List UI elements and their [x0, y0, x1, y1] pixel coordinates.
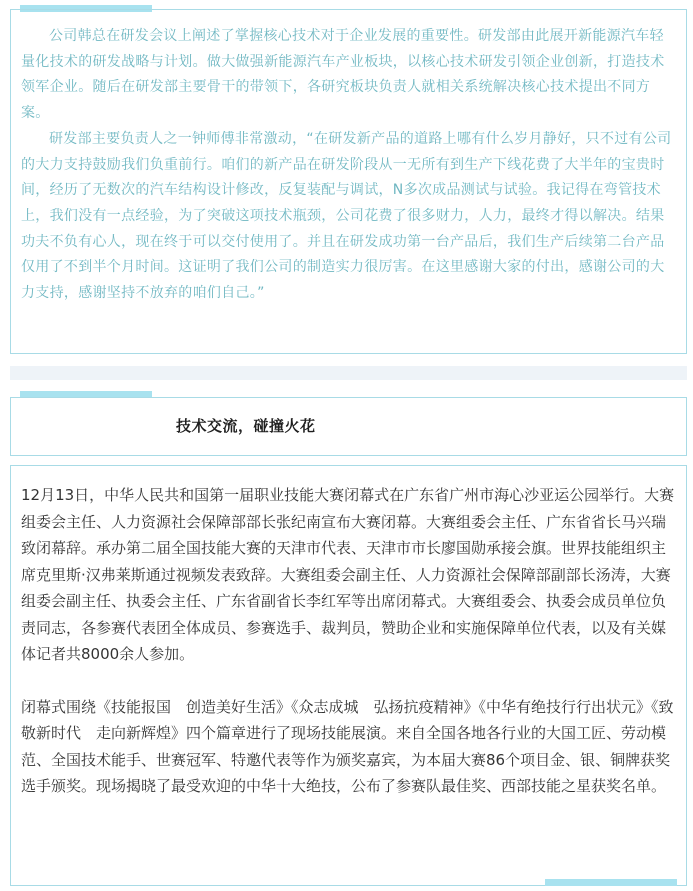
paragraph-skill-showcase: 闭幕式围绕《技能报国 创造美好生活》《众志成城 弘扬抗疫精神》《中华有绝技行行出状元》《致敬新时代 走向新辉煌》四个篇章进行了现场技能展演。来自全国各地各行业的大国工匠、劳动模范、全国技术能手、世赛冠军、特邀代表等作为颁奖嘉宾，为本届大赛86个项目金、银、铜牌获奖选手颁奖。现场揭晓了最受欢迎的中华十大绝技，公布了参赛队最佳奖、西部技能之星获奖名单。 — [21, 697, 674, 795]
paragraph-rd-meeting: 公司韩总在研发会议上阐述了掌握核心技术对于企业发展的重要性。研发部由此展开新能源汽车轻量化技术的研发战略与计划。做大做强新能源汽车产业板块，以核心技术研发引领企业创新，打造技术领军企业。随后在研发部主要骨干的带领下，各研究板块负责人就相关系统解决核心技术提出不同方案。 — [21, 28, 665, 122]
paragraph-closing-ceremony: 12月13日，中华人民共和国第一届职业技能大赛闭幕式在广东省广州市海心沙亚运公园举行。大赛组委会主任、人力资源社会保障部部长张纪南宣布大赛闭幕。大赛组委会主任、广东省省长马兴瑞致闭幕辞。承办第二届全国技能大赛的天津市代表、天津市市长廖国勋承接会旗。世界技能组织主席克里斯·汉弗莱斯通过视频发表致辞。大赛组委会副主任、人力资源社会保障部副部长汤涛，大赛组委会副主任、执委会主任、广东省副省长李红军等出席闭幕式。大赛组委会、执委会成员单位负责同志，各参赛代表团全体成员、参赛选手、裁判员，赞助企业和实施保障单位代表，以及有关媒体记者共8000余人参加。 — [21, 486, 675, 663]
section-divider — [10, 366, 687, 380]
rd-story-panel — [10, 9, 687, 354]
section-heading: 技术交流，碰撞火花 — [176, 417, 316, 435]
heading-panel — [10, 397, 687, 456]
paragraph-engineer-quote: 研发部主要负责人之一钟师傅非常激动，“在研发新产品的道路上哪有什么岁月静好，只不过有公司的大力支持鼓励我们负重前行。咱们的新产品在研发阶段从一无所有到生产下线花费了大半年的宝贵时间，经历了无数次的汽车结构设计修改，反复装配与调试，N多次成品测试与试验。我记得在弯管技术上，我们没有一点经验，为了突破这项技术瓶颈，公司花费了很多财力，人力，最终才得以解决。结果功夫不负有心人，现在终于可以交付使用了。并且在研发成功第一台产品后，我们生产后续第二台产品仅用了不到半个月时间。这证明了我们公司的制造实力很厉害。在这里感谢大家的付出，感谢公司的大力支持，感谢坚持不放弃的咱们自己。” — [21, 130, 672, 302]
skills-contest-text — [21, 482, 677, 800]
decorative-accent-bar — [545, 879, 677, 886]
skills-contest-panel — [10, 465, 687, 886]
rd-story-text — [21, 24, 676, 307]
